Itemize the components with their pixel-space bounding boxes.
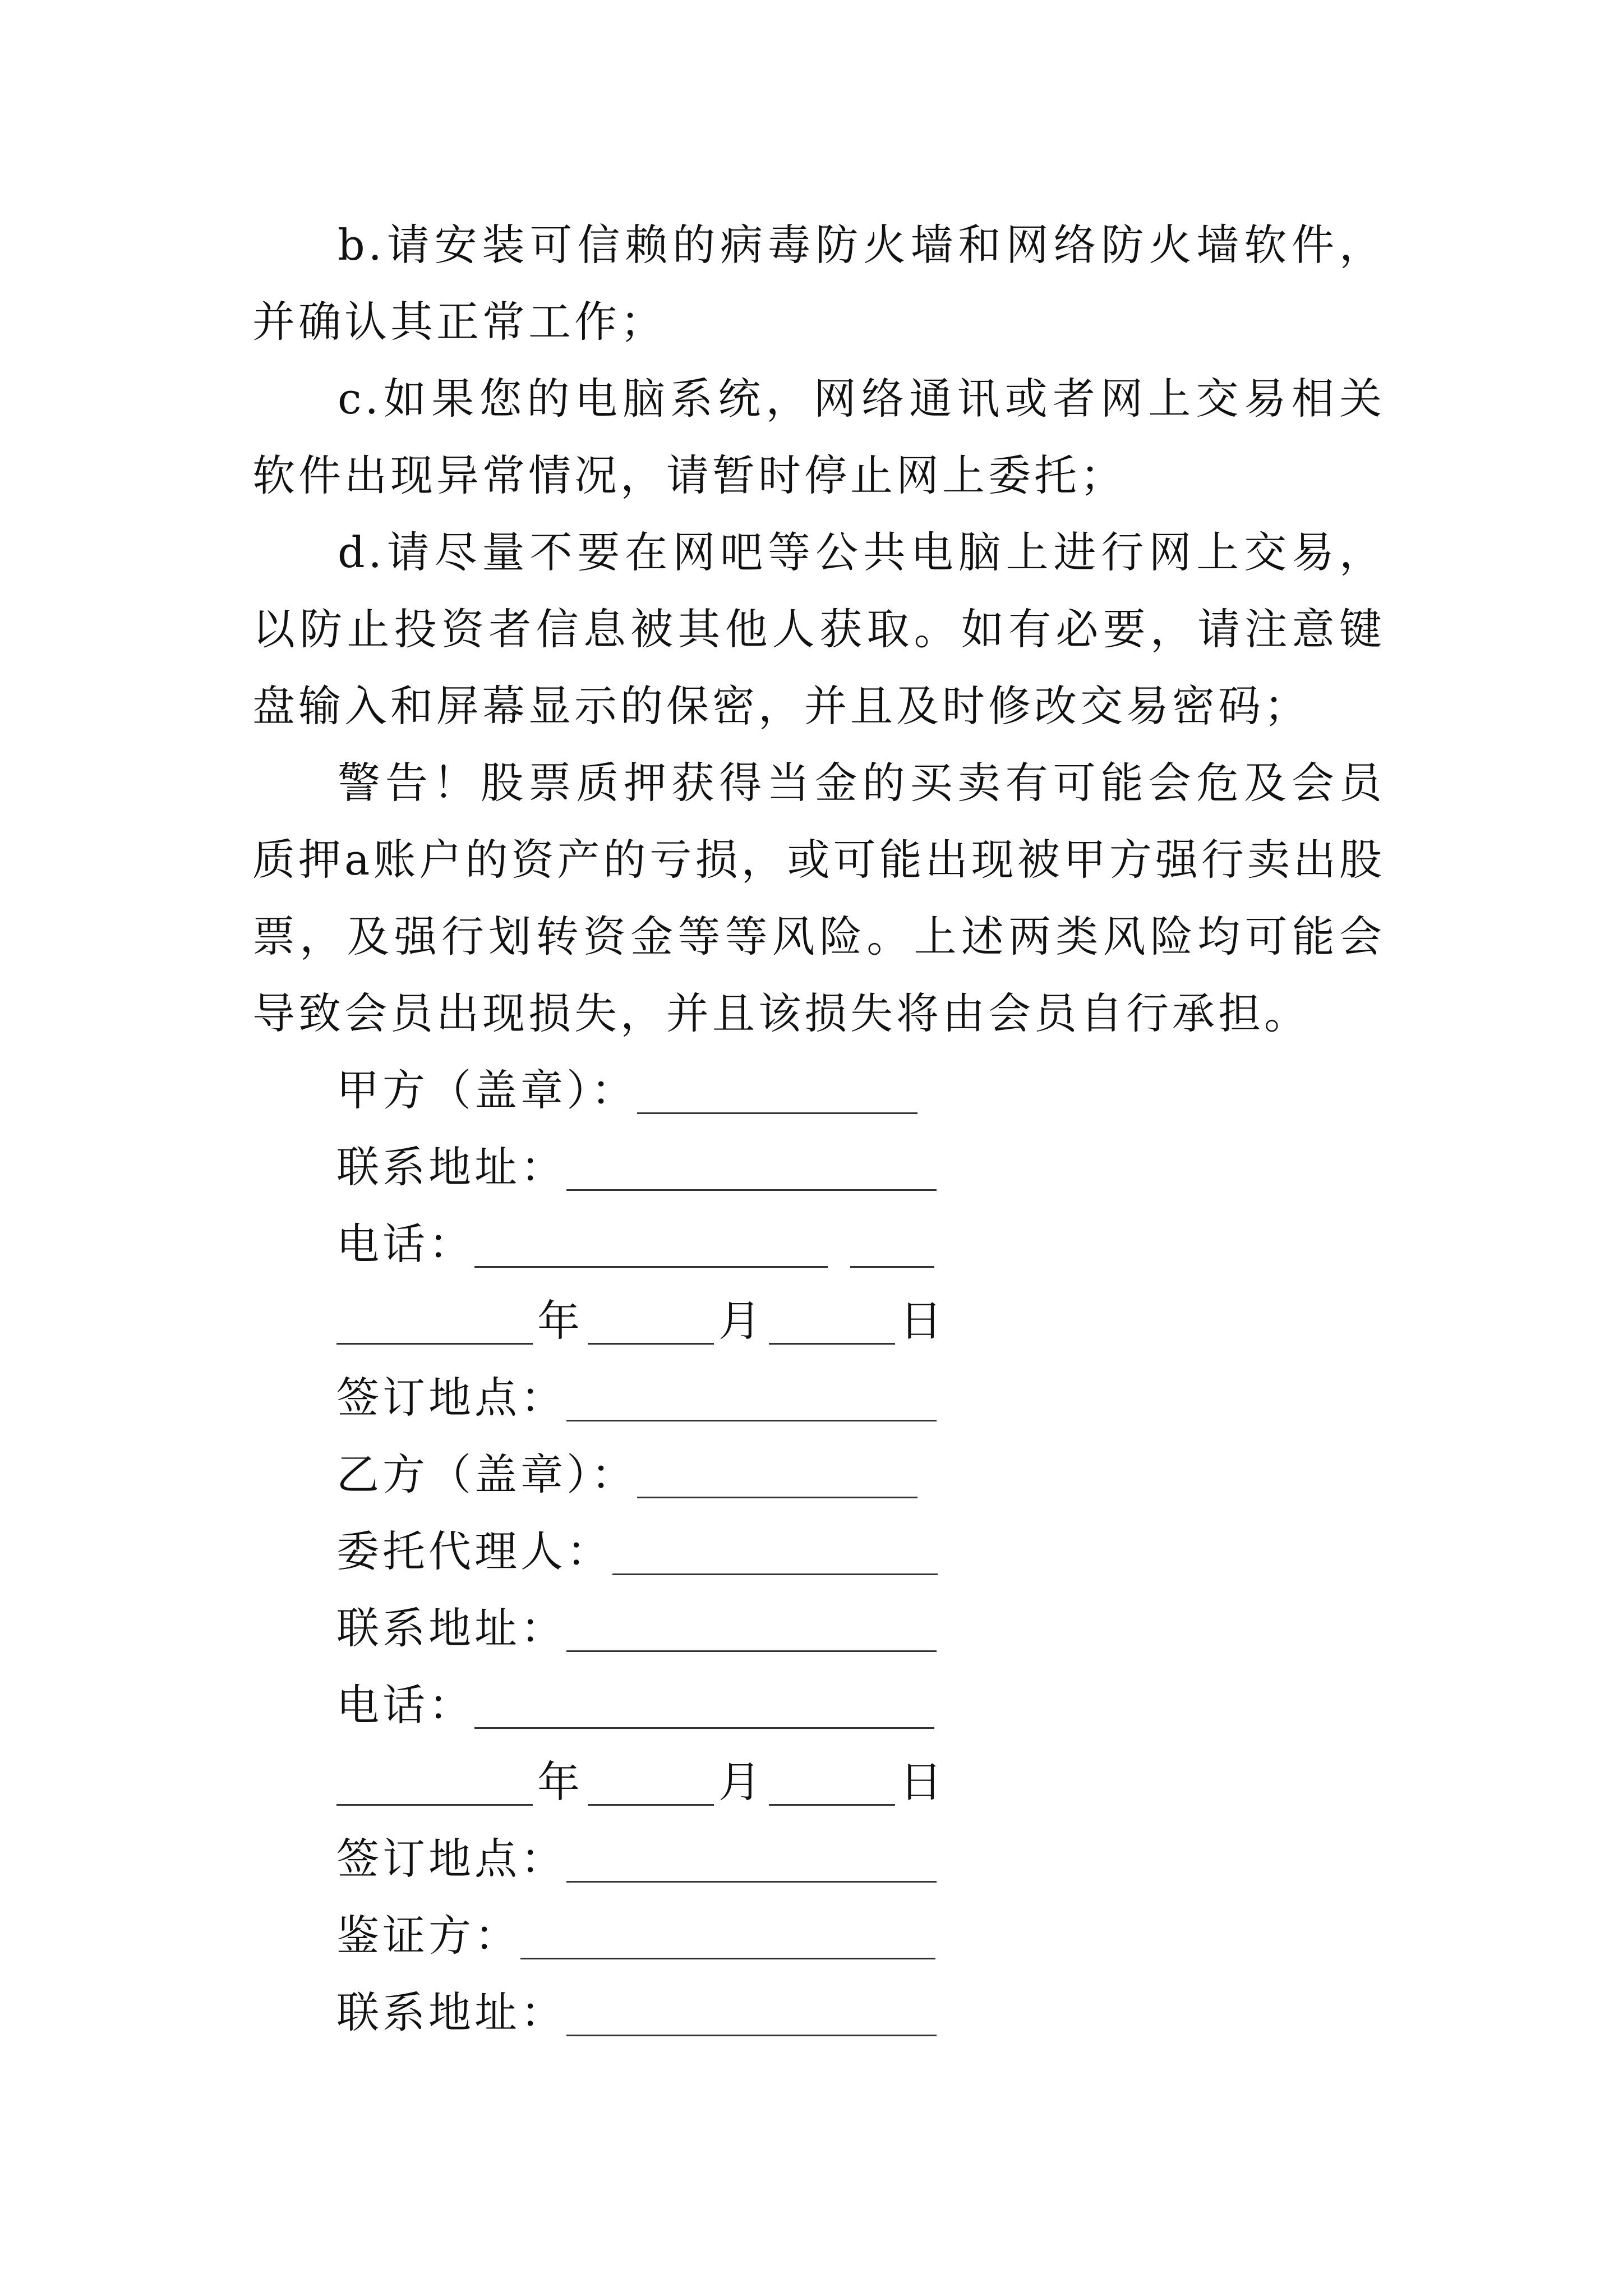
clause-c-paragraph: c.如果您的电脑系统，网络通讯或者网上交易相关软件出现异常情况，请暂时停止网上委托；: [252, 374, 1385, 500]
phone-label-2: 电话：: [336, 1680, 474, 1730]
address-line-3: [336, 1974, 937, 2051]
address-line-2: [336, 1590, 937, 1667]
sign-place-line-1: [336, 1359, 937, 1436]
agent-label: 委托代理人：: [336, 1526, 612, 1576]
clause-d-paragraph: d.请尽量不要在网吧等公共电脑上进行网上交易，以防止投资者信息被其他人获取。如有必要，请注意键盘输入和屏幕显示的保密，并且及时修改交易密码；: [252, 527, 1385, 731]
address-blank-1: [566, 1143, 937, 1191]
witness-label: 鉴证方：: [336, 1911, 520, 1961]
witness-line: [336, 1897, 935, 1974]
address-blank-2: [566, 1604, 937, 1652]
phone-blank-2: [474, 1681, 934, 1729]
month-label-2: 月: [718, 1757, 764, 1807]
address-label-3: 联系地址：: [336, 1987, 566, 2037]
sign-place-line-2: [336, 1820, 937, 1897]
year-blank-1: [336, 1297, 533, 1345]
witness-blank: [520, 1912, 935, 1959]
year-blank-2: [336, 1758, 533, 1806]
phone-blank-1a: [474, 1220, 828, 1268]
month-blank-2: [588, 1758, 714, 1806]
day-label-2: 日: [900, 1757, 946, 1807]
address-label-2: 联系地址：: [336, 1603, 566, 1653]
sign-place-blank-1: [566, 1374, 937, 1421]
party-b-label: 乙方（盖章）：: [336, 1450, 637, 1499]
day-blank-1: [769, 1297, 895, 1345]
party-b-line: [336, 1436, 917, 1513]
sign-place-blank-2: [566, 1835, 937, 1883]
year-label-2: 年: [537, 1757, 583, 1807]
agent-line: [336, 1513, 938, 1590]
address-line-1: [336, 1129, 937, 1205]
agent-blank: [612, 1527, 938, 1575]
party-a-blank: [637, 1066, 917, 1114]
address-label-1: 联系地址：: [336, 1142, 566, 1192]
month-label-1: 月: [718, 1296, 764, 1346]
phone-label-1: 电话：: [336, 1219, 474, 1269]
address-blank-3: [566, 1989, 937, 2036]
date-line-2: [336, 1743, 946, 1820]
party-a-line: [336, 1052, 917, 1129]
date-line-1: [336, 1282, 946, 1359]
phone-blank-1b: [850, 1220, 934, 1268]
year-label-1: 年: [537, 1296, 583, 1346]
party-b-blank: [637, 1451, 917, 1498]
warning-paragraph: 警告！股票质押获得当金的买卖有可能会危及会员质押a账户的资产的亏损，或可能出现被甲方强行卖出股票，及强行划转资金等等风险。上述两类风险均可能会导致会员出现损失，并且该损失将由会员自行承担。: [252, 758, 1385, 1038]
clause-b-paragraph: b.请安装可信赖的病毒防火墙和网络防火墙软件，并确认其正常工作；: [252, 220, 1385, 347]
day-label-1: 日: [900, 1296, 946, 1346]
party-a-label: 甲方（盖章）：: [336, 1065, 637, 1115]
phone-line-2: [336, 1667, 934, 1743]
phone-line-1: [336, 1205, 934, 1282]
sign-place-label-1: 签订地点：: [336, 1373, 566, 1423]
sign-place-label-2: 签订地点：: [336, 1834, 566, 1884]
month-blank-1: [588, 1297, 714, 1345]
day-blank-2: [769, 1758, 895, 1806]
